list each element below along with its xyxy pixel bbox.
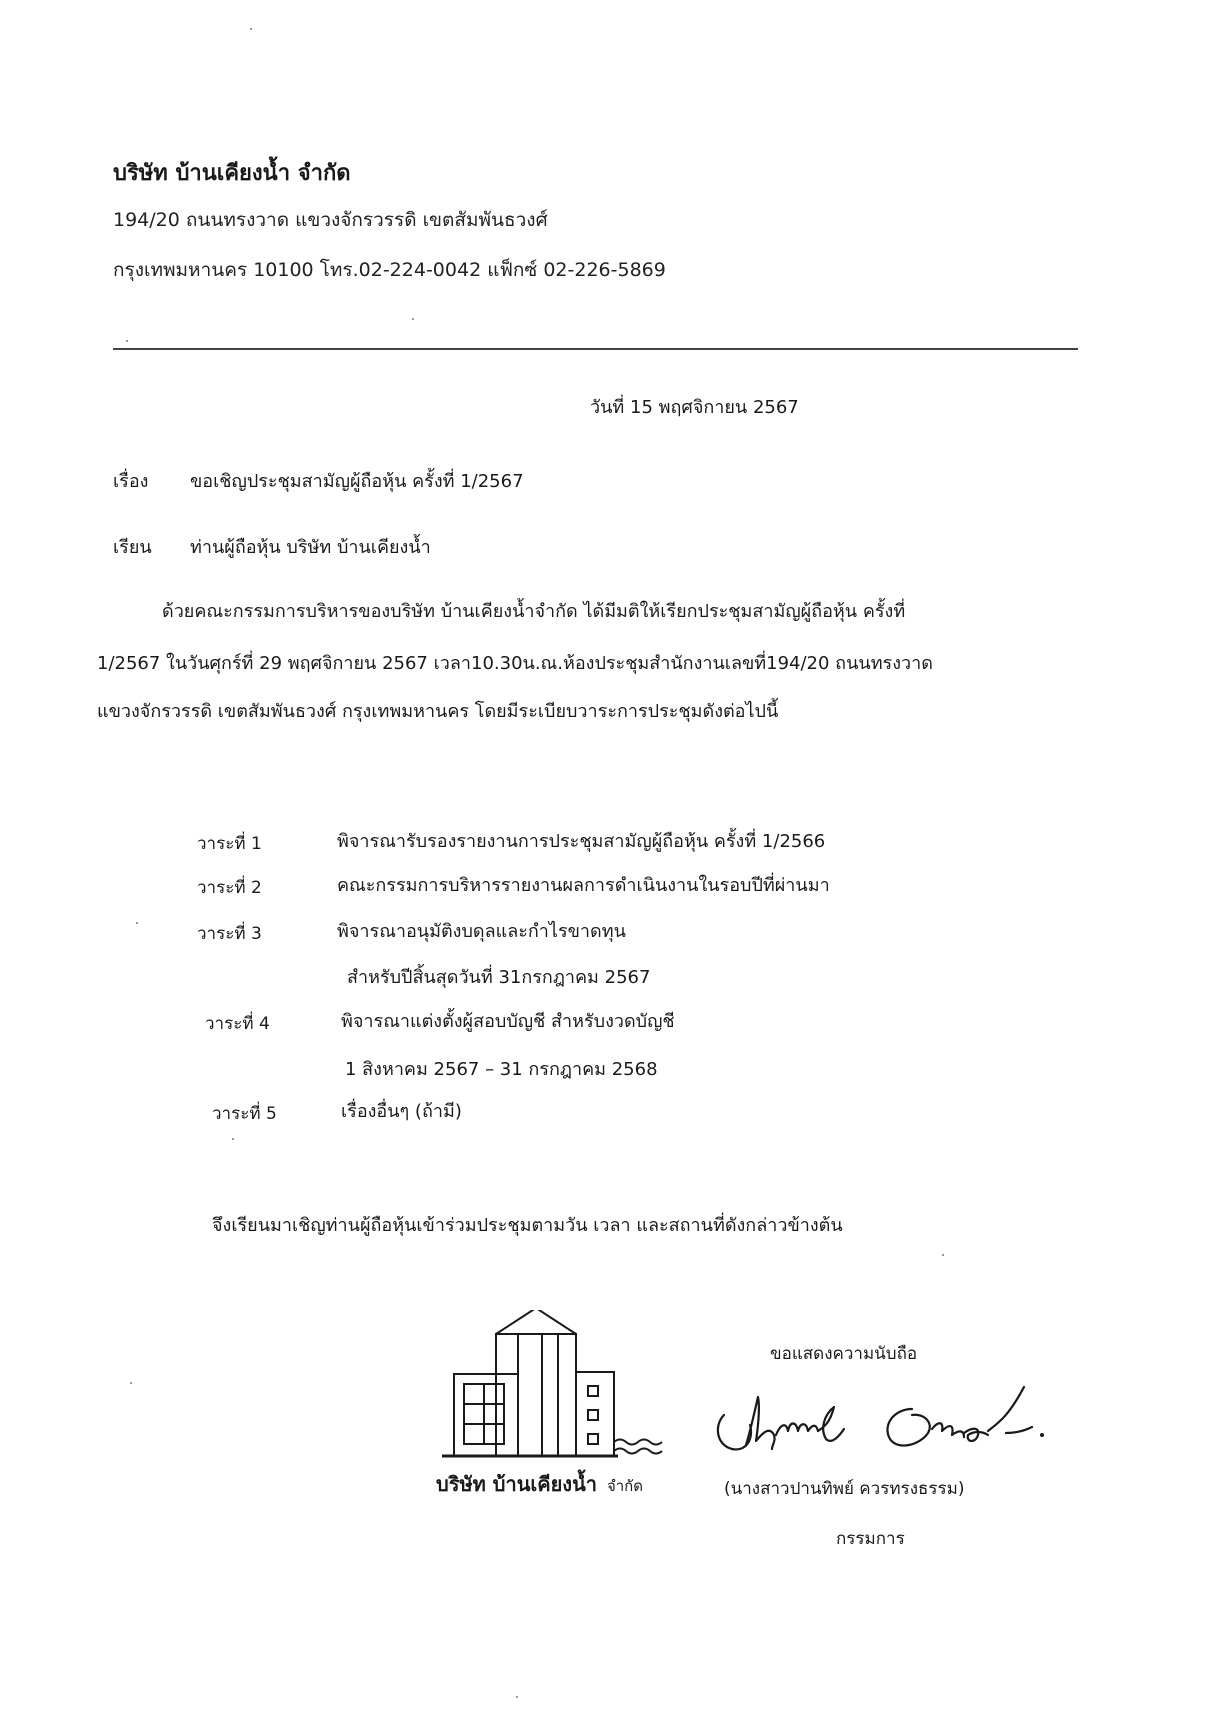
scan-speck	[136, 922, 138, 924]
recipient-label: เรียน	[113, 537, 152, 558]
company-name: บริษัท บ้านเคียงน้ำ จำกัด	[113, 161, 351, 186]
scan-speck	[232, 1138, 234, 1140]
agenda-item-3-text-2: สำหรับปีสิ้นสุดวันที่ 31กรกฎาคม 2567	[347, 967, 651, 988]
subject-text: ขอเชิญประชุมสามัญผู้ถือหุ้น ครั้งที่ 1/2567	[190, 471, 524, 492]
body-line-2: 1/2567 ในวันศุกร์ที่ 29 พฤศจิกายน 2567 เวลา10.30น.ณ.ห้องประชุมสำนักงานเลขที่194/20 ถนนทรงวาด	[97, 653, 933, 674]
handwritten-signature-icon	[706, 1375, 1106, 1465]
letterhead-divider	[113, 348, 1078, 350]
agenda-item-5-text: เรื่องอื่นๆ (ถ้ามี)	[341, 1101, 462, 1122]
subject-label: เรื่อง	[113, 471, 149, 492]
letter-date: วันที่ 15 พฤศจิกายน 2567	[590, 397, 799, 418]
building-logo-icon	[418, 1310, 678, 1470]
agenda-item-1-text: พิจารณารับรองรายงานการประชุมสามัญผู้ถือหุ้น ครั้งที่ 1/2566	[337, 831, 826, 852]
agenda-item-4-text: พิจารณาแต่งตั้งผู้สอบบัญชี สำหรับงวดบัญชี	[341, 1011, 675, 1032]
regards-text: ขอแสดงความนับถือ	[770, 1344, 918, 1364]
body-line-3: แขวงจักรวรรดิ เขตสัมพันธวงศ์ กรุงเทพมหานคร โดยมีระเบียบวาระการประชุมดังต่อไปนี้	[97, 701, 779, 722]
logo-company-name	[436, 1468, 643, 1500]
scan-speck	[130, 1382, 132, 1384]
agenda-item-2-label: วาระที่ 2	[197, 878, 262, 898]
body-line-1: ด้วยคณะกรรมการบริหารของบริษัท บ้านเคียงน้ำจำกัด ได้มีมติให้เรียกประชุมสามัญผู้ถือหุ้น ครั้งที่	[162, 601, 906, 622]
scan-speck	[126, 340, 128, 342]
scan-speck	[942, 1254, 944, 1256]
scan-speck	[516, 1696, 518, 1698]
scan-speck	[250, 28, 252, 30]
agenda-item-1-label: วาระที่ 1	[197, 834, 262, 854]
company-logo	[418, 1310, 678, 1500]
agenda-item-3-label: วาระที่ 3	[197, 924, 262, 944]
company-address-line-2: กรุงเทพมหานคร 10100 โทร.02-224-0042 แฟ็กซ์ 02-226-5869	[113, 259, 666, 281]
logo-name-main: บริษัท บ้านเคียงน้ำ	[436, 1472, 597, 1496]
signer-name: (นางสาวปานทิพย์ ควรทรงธรรม)	[724, 1479, 965, 1499]
signer-position: กรรมการ	[836, 1529, 905, 1549]
agenda-item-4-label: วาระที่ 4	[205, 1014, 270, 1034]
agenda-item-2-text: คณะกรรมการบริหารรายงานผลการดำเนินงานในรอบปีที่ผ่านมา	[337, 875, 830, 896]
agenda-item-5-label: วาระที่ 5	[212, 1104, 277, 1124]
logo-name-suffix: จำกัด	[606, 1477, 644, 1495]
company-address-line-1: 194/20 ถนนทรงวาด แขวงจักรวรรดิ เขตสัมพันธวงศ์	[113, 209, 548, 231]
recipient-text: ท่านผู้ถือหุ้น บริษัท บ้านเคียงน้ำ	[190, 537, 431, 558]
agenda-item-4-text-2: 1 สิงหาคม 2567 – 31 กรกฎาคม 2568	[345, 1059, 658, 1080]
closing-line: จึงเรียนมาเชิญท่านผู้ถือหุ้นเข้าร่วมประชุมตามวัน เวลา และสถานที่ดังกล่าวข้างต้น	[212, 1215, 843, 1236]
agenda-item-3-text: พิจารณาอนุมัติงบดุลและกำไรขาดทุน	[337, 921, 626, 942]
scan-speck	[412, 318, 414, 320]
